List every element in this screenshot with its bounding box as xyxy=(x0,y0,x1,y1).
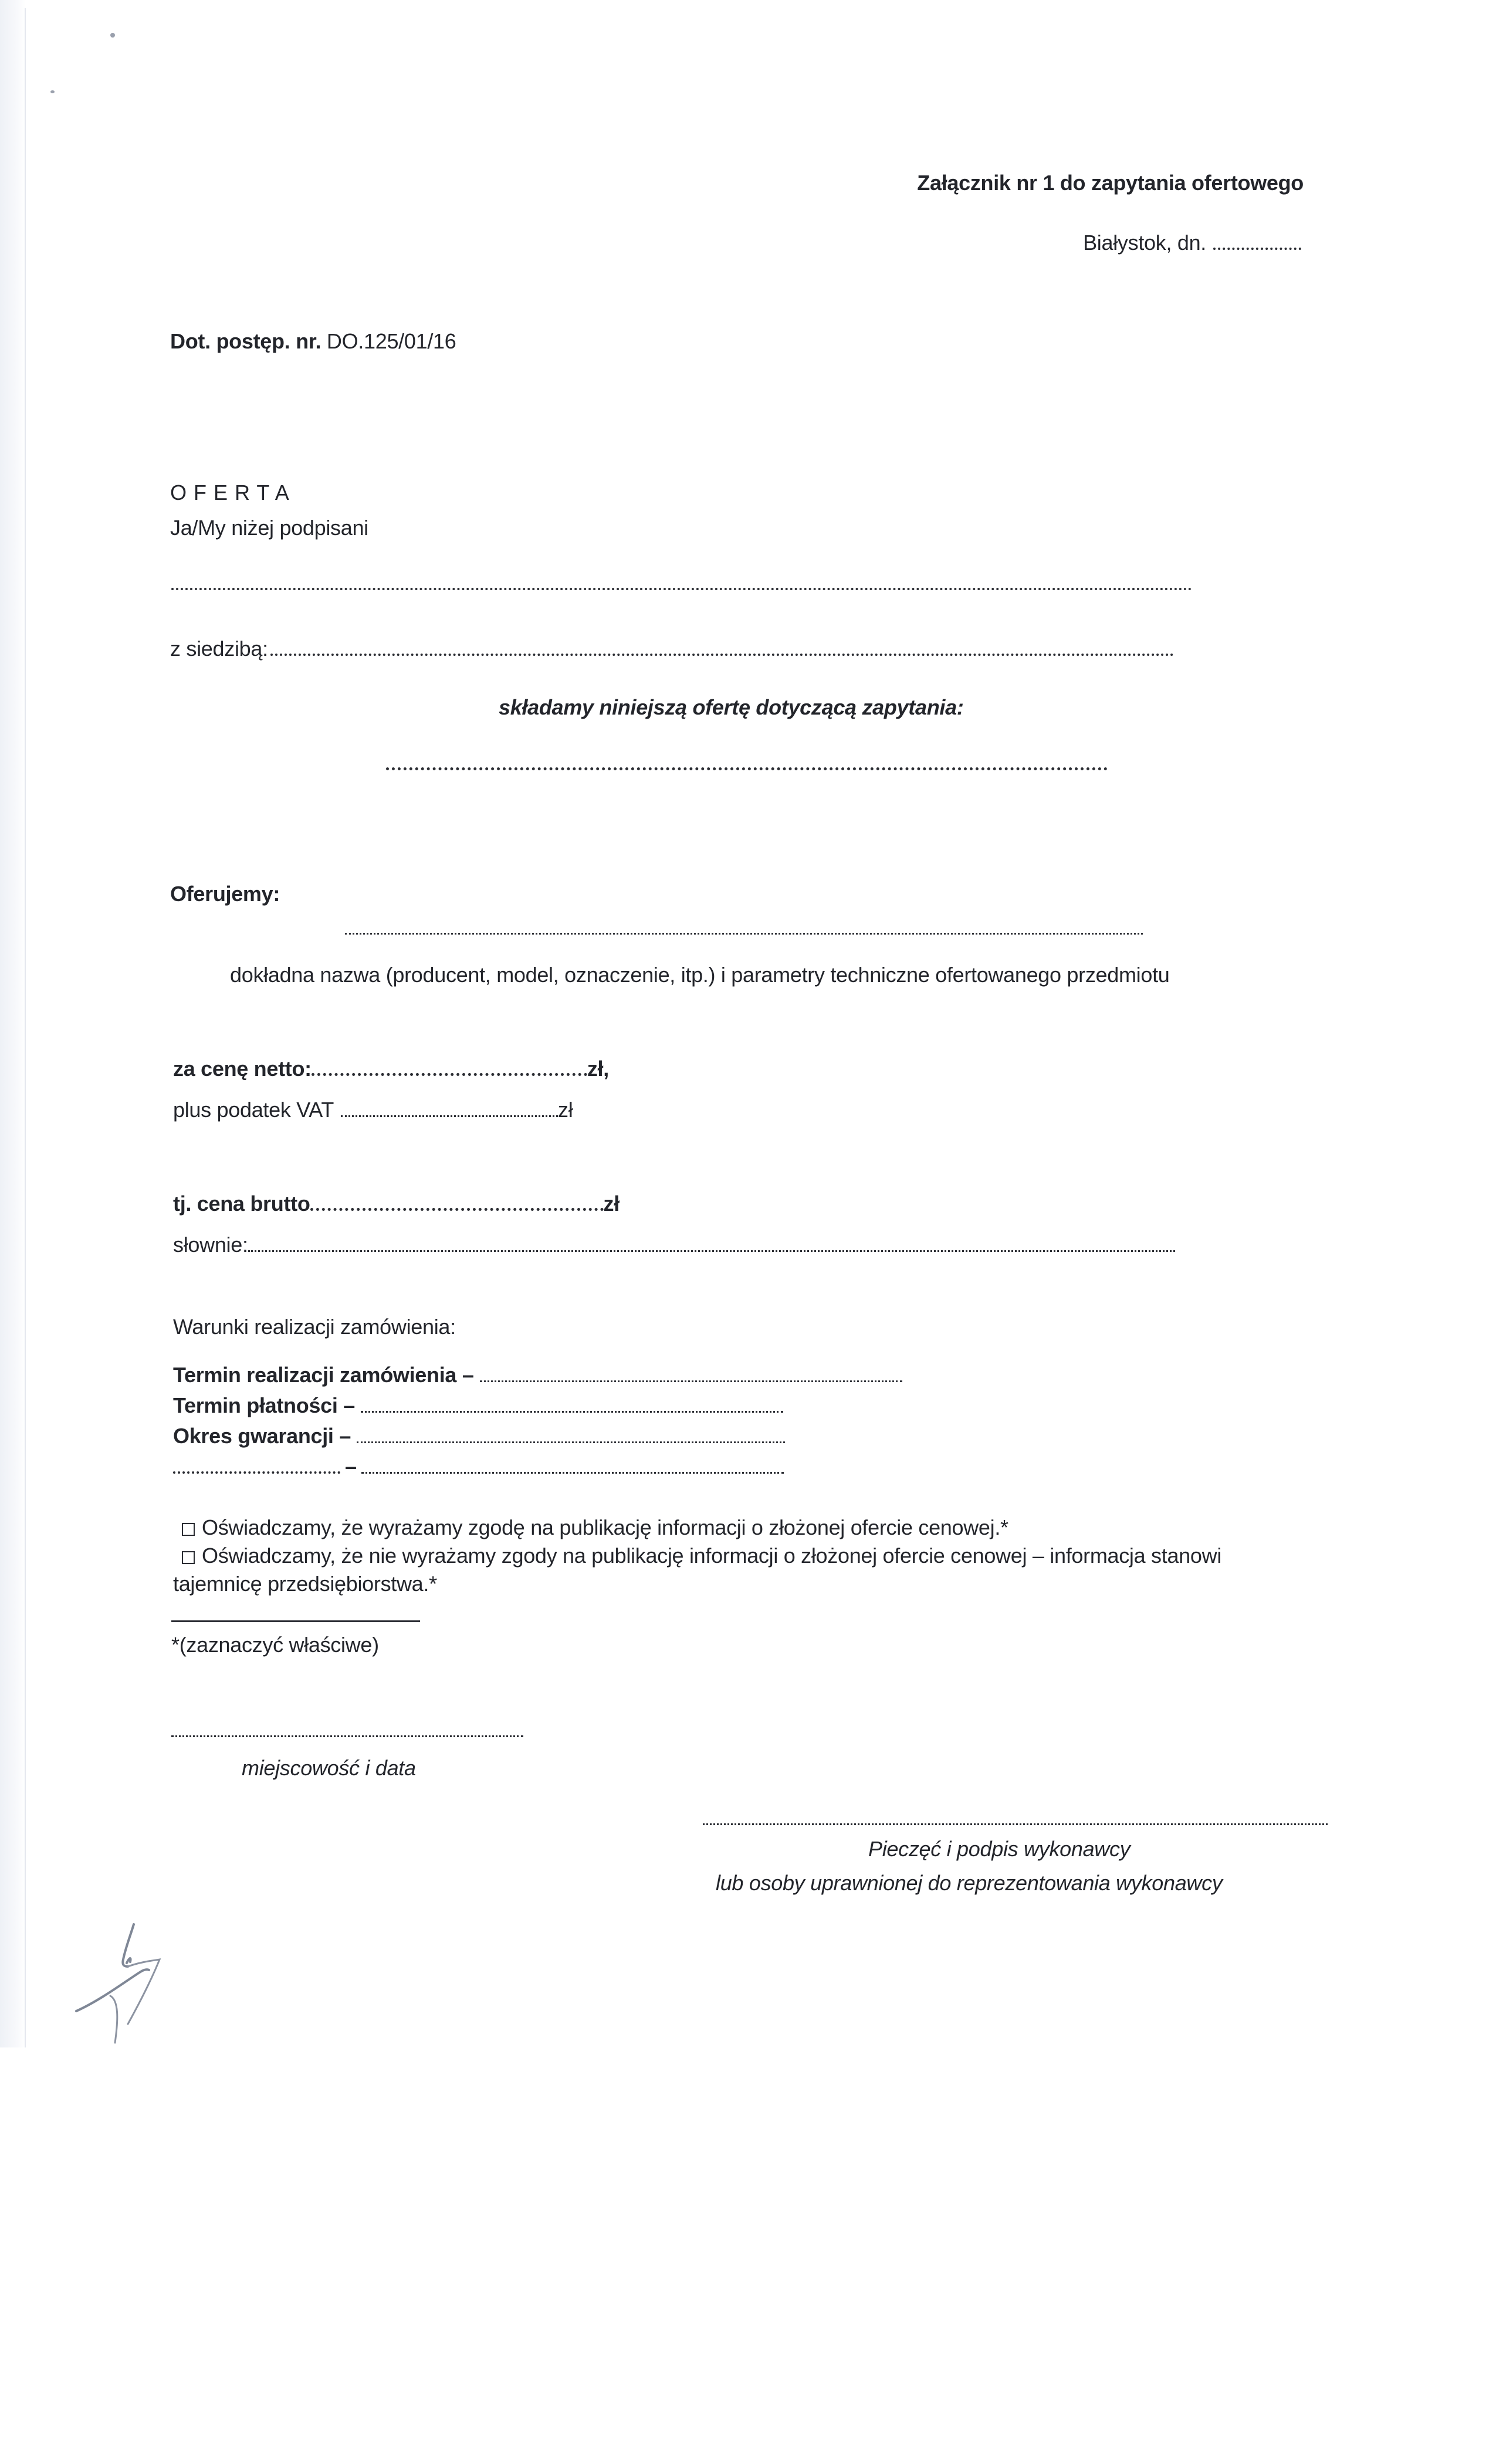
signature-input-dots[interactable] xyxy=(703,1823,1328,1825)
reference-label: Dot. postęp. nr. xyxy=(170,329,321,353)
signature-caption-line2: lub osoby uprawnionej do reprezentowania wykonawcy xyxy=(716,1871,1223,1895)
net-price-field xyxy=(173,1056,609,1082)
condition-label-warranty: Okres gwarancji – xyxy=(173,1424,351,1448)
attachment-title: Załącznik nr 1 do zapytania ofertowego xyxy=(917,171,1304,195)
vat-unit: zł xyxy=(558,1098,573,1122)
condition-row xyxy=(173,1423,785,1449)
seat-input-dots[interactable] xyxy=(270,654,1174,656)
place-date-label: Białystok, dn. xyxy=(1083,231,1206,255)
offer-heading: O F E R T A xyxy=(170,480,290,505)
declaration-no-consent-continuation: tajemnicę przedsiębiorstwa.* xyxy=(173,1572,437,1596)
gross-price-field xyxy=(173,1191,620,1217)
gross-price-unit: zł xyxy=(603,1192,620,1216)
custom-condition-name-dots[interactable] xyxy=(173,1471,340,1474)
declaration-no-consent-text: Oświadczamy, że nie wyrażamy zgody na publikację informacji o złożonej ofercie cenowej – informacja stanowi xyxy=(202,1544,1222,1568)
custom-condition-separator: – xyxy=(345,1454,357,1478)
declaration-consent-text: Oświadczamy, że wyrażamy zgodę na publikację informacji o złożonej ofercie cenowej.* xyxy=(202,1515,1008,1539)
conditions-heading: Warunki realizacji zamówienia: xyxy=(173,1315,456,1339)
signatories-input-dots[interactable] xyxy=(171,588,1192,590)
seat-field xyxy=(170,636,1174,662)
condition-label-realization: Termin realizacji zamówienia – xyxy=(173,1363,474,1387)
date-input-dots[interactable] xyxy=(1213,248,1301,250)
handwritten-signature-icon xyxy=(65,1913,182,2047)
in-words-label: słownie: xyxy=(173,1233,248,1257)
warranty-input-dots[interactable] xyxy=(357,1441,785,1443)
vat-field xyxy=(173,1097,573,1123)
in-words-field xyxy=(173,1232,1175,1258)
gross-price-input-dots[interactable] xyxy=(310,1208,604,1211)
net-price-label: za cenę netto: xyxy=(173,1057,312,1081)
net-price-unit: zł, xyxy=(587,1057,609,1081)
footnote: *(zaznaczyć właściwe) xyxy=(171,1633,379,1657)
footnote-rule xyxy=(171,1620,420,1622)
declaration-consent[interactable] xyxy=(182,1515,1008,1541)
place-date-field xyxy=(1083,230,1301,256)
offered-item-input-dots[interactable] xyxy=(345,933,1143,935)
vat-input-dots[interactable] xyxy=(341,1115,558,1117)
checkbox-no-consent[interactable] xyxy=(182,1551,195,1564)
reference-number: DO.125/01/16 xyxy=(326,329,456,353)
vat-label: plus podatek VAT xyxy=(173,1098,334,1122)
scan-speck xyxy=(50,90,55,93)
realization-term-input-dots[interactable] xyxy=(480,1380,902,1382)
custom-condition-value-dots[interactable] xyxy=(361,1472,784,1474)
place-and-date-caption: miejscowość i data xyxy=(242,1756,416,1780)
payment-term-input-dots[interactable] xyxy=(361,1411,783,1413)
condition-row xyxy=(173,1362,902,1388)
seat-label: z siedzibą: xyxy=(170,637,268,661)
signature-caption-line1: Pieczęć i podpis wykonawcy xyxy=(868,1837,1131,1861)
declaration-no-consent[interactable] xyxy=(182,1543,1221,1569)
condition-row xyxy=(173,1393,783,1419)
checkbox-consent[interactable] xyxy=(182,1523,195,1536)
gross-price-label: tj. cena brutto xyxy=(173,1192,310,1216)
submission-statement: składamy niniejszą ofertę dotyczącą zapytania: xyxy=(499,695,964,719)
condition-label-payment: Termin płatności – xyxy=(173,1393,356,1417)
item-description-hint: dokładna nazwa (producent, model, oznaczenie, itp.) i parametry techniczne ofertowanego przedmiotu xyxy=(230,963,1170,987)
scan-edge-line xyxy=(25,8,26,2047)
scan-edge-shadow xyxy=(0,0,26,2047)
signatories-label: Ja/My niżej podpisani xyxy=(170,516,368,540)
custom-condition-row xyxy=(173,1454,784,1480)
scan-speck xyxy=(110,33,115,38)
offering-label: Oferujemy: xyxy=(170,882,280,906)
inquiry-input-dots[interactable] xyxy=(386,767,1108,770)
reference xyxy=(170,329,456,354)
in-words-input-dots[interactable] xyxy=(248,1250,1175,1252)
place-and-date-input-dots[interactable] xyxy=(171,1735,523,1737)
net-price-input-dots[interactable] xyxy=(312,1073,587,1076)
